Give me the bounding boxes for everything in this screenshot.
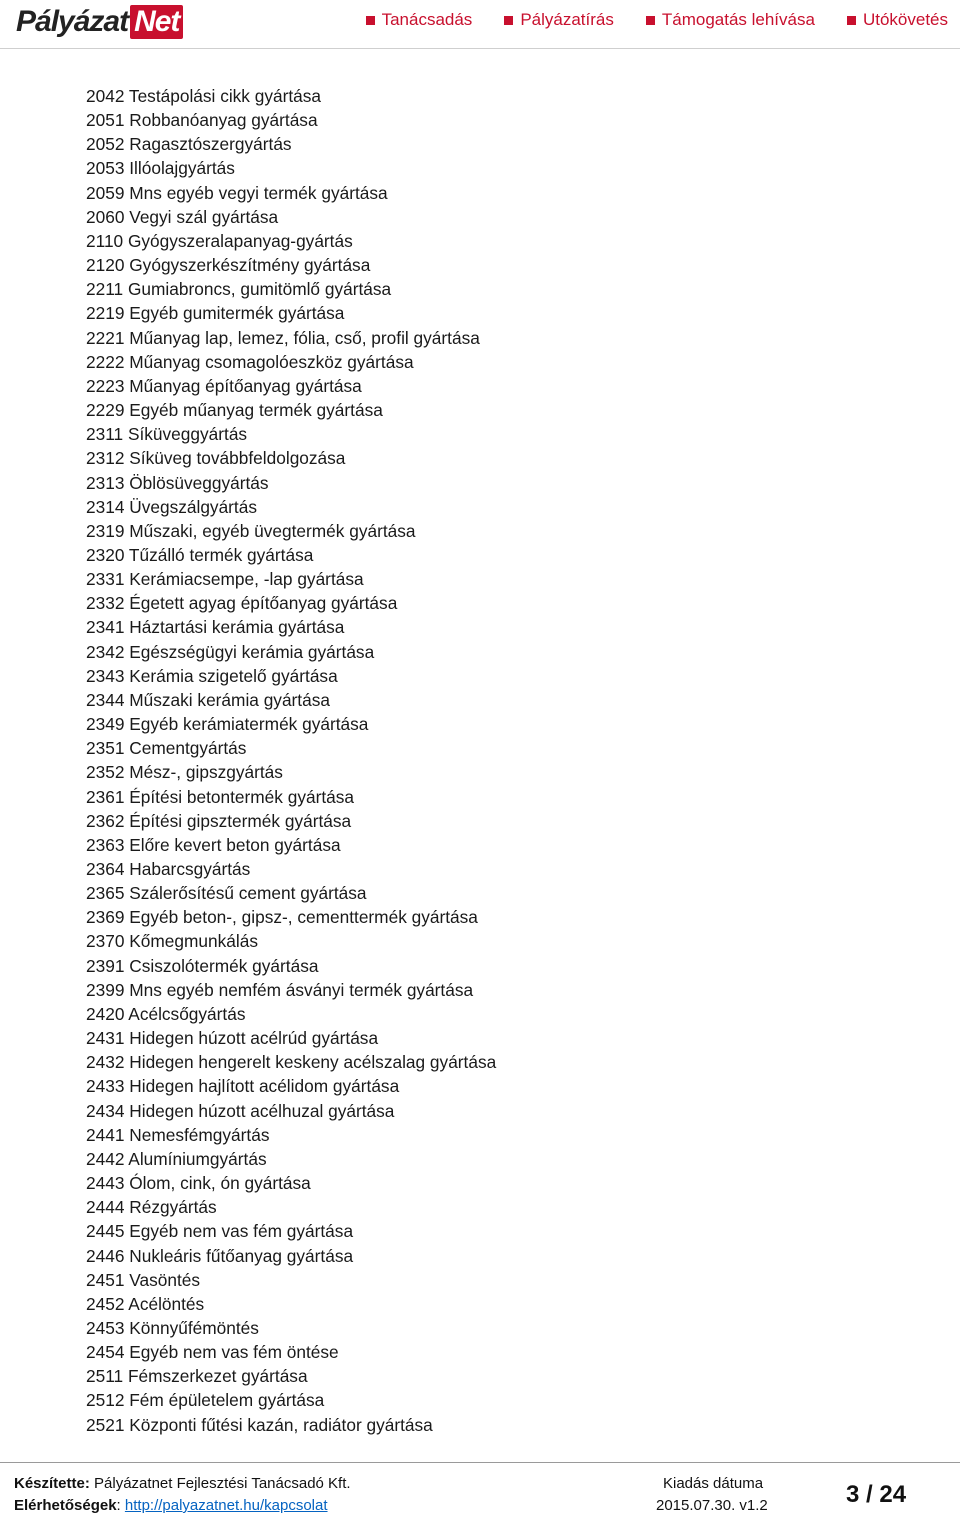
list-item: 2332 Égetett agyag építőanyag gyártása bbox=[86, 593, 398, 614]
list-item: 2319 Műszaki, egyéb üvegtermék gyártása bbox=[86, 520, 416, 541]
list-item: 2110 Gyógyszeralapanyag-gyártás bbox=[86, 230, 353, 251]
list-item: 2351 Cementgyártás bbox=[86, 738, 247, 759]
list-item: 2361 Építési betontermék gyártása bbox=[86, 786, 355, 807]
logo-text: Pályázat bbox=[16, 5, 129, 38]
list-item: 2451 Vasöntés bbox=[86, 1269, 201, 1290]
list-item: 2369 Egyéb beton-, gipsz-, cementtermék gyártása bbox=[86, 907, 478, 928]
nav-label: Tanácsadás bbox=[381, 10, 473, 29]
list-item: 2349 Egyéb kerámiatermék gyártása bbox=[86, 714, 369, 735]
list-item: 2433 Hidegen hajlított acélidom gyártása bbox=[86, 1076, 400, 1097]
nav-label: Támogatás lehívása bbox=[661, 10, 815, 29]
nav-item-utokovetes[interactable] bbox=[847, 10, 948, 30]
list-item: 2344 Műszaki kerámia gyártása bbox=[86, 689, 330, 710]
list-item: 2341 Háztartási kerámia gyártása bbox=[86, 617, 345, 638]
list-item: 2342 Egészségügyi kerámia gyártása bbox=[86, 641, 375, 662]
page-header bbox=[0, 0, 960, 49]
list-item: 2211 Gumiabroncs, gumitömlő gyártása bbox=[86, 279, 392, 300]
nav-item-tamogatas-lehivasa[interactable] bbox=[646, 10, 815, 30]
contact-link[interactable]: http://palyazatnet.hu/kapcsolat bbox=[124, 1497, 328, 1514]
list-item: 2434 Hidegen húzott acélhuzal gyártása bbox=[86, 1100, 395, 1121]
contact bbox=[14, 1497, 328, 1514]
list-item: 2343 Kerámia szigetelő gyártása bbox=[86, 665, 338, 686]
list-item: 2432 Hidegen hengerelt keskeny acélszalag gyártása bbox=[86, 1052, 497, 1073]
nav-label: Pályázatírás bbox=[520, 10, 614, 29]
made-by-label: Készítette: bbox=[14, 1475, 90, 1492]
list-item: 2331 Kerámiacsempe, -lap gyártása bbox=[86, 569, 364, 590]
list-item: 2446 Nukleáris fűtőanyag gyártása bbox=[86, 1245, 354, 1266]
list-item: 2431 Hidegen húzott acélrúd gyártása bbox=[86, 1028, 379, 1049]
list-item: 2060 Vegyi szál gyártása bbox=[86, 206, 279, 227]
list-item: 2420 Acélcsőgyártás bbox=[86, 1003, 246, 1024]
list-item: 2312 Síküveg továbbfeldolgozása bbox=[86, 448, 346, 469]
list-item: 2059 Mns egyéb vegyi termék gyártása bbox=[86, 182, 388, 203]
list-item: 2352 Mész-, gipszgyártás bbox=[86, 762, 283, 783]
square-bullet-icon bbox=[646, 16, 655, 25]
made-by bbox=[14, 1475, 351, 1492]
list-item: 2391 Csiszolótermék gyártása bbox=[86, 955, 319, 976]
square-bullet-icon bbox=[366, 16, 375, 25]
list-item: 2370 Kőmegmunkálás bbox=[86, 931, 258, 952]
list-item: 2053 Illóolajgyártás bbox=[86, 158, 235, 179]
list-item: 2320 Tűzálló termék gyártása bbox=[86, 544, 314, 565]
issue-label: Kiadás dátuma bbox=[663, 1475, 764, 1492]
top-nav bbox=[366, 10, 948, 30]
list-item: 2120 Gyógyszerkészítmény gyártása bbox=[86, 255, 371, 276]
list-item: 2052 Ragasztószergyártás bbox=[86, 134, 292, 155]
square-bullet-icon bbox=[847, 16, 856, 25]
contact-label: Elérhetőségek bbox=[14, 1497, 117, 1514]
activity-code-list bbox=[86, 84, 496, 1437]
list-item: 2443 Ólom, cink, ón gyártása bbox=[86, 1173, 311, 1194]
list-item: 2223 Műanyag építőanyag gyártása bbox=[86, 375, 362, 396]
nav-item-tanacsadas[interactable] bbox=[366, 10, 473, 30]
list-item: 2441 Nemesfémgyártás bbox=[86, 1124, 270, 1145]
list-item: 2444 Rézgyártás bbox=[86, 1197, 217, 1218]
list-item: 2051 Robbanóanyag gyártása bbox=[86, 110, 318, 131]
list-item: 2452 Acélöntés bbox=[86, 1293, 205, 1314]
issue-value: 2015.07.30. v1.2 bbox=[656, 1497, 768, 1514]
list-item: 2365 Szálerősítésű cement gyártása bbox=[86, 883, 367, 904]
nav-item-palyazatiras[interactable] bbox=[504, 10, 614, 30]
list-item: 2511 Fémszerkezet gyártása bbox=[86, 1366, 308, 1387]
contact-colon: : bbox=[116, 1497, 121, 1514]
list-item: 2445 Egyéb nem vas fém gyártása bbox=[86, 1221, 354, 1242]
nav-label: Utókövetés bbox=[862, 10, 948, 29]
logo-badge: Net bbox=[130, 5, 183, 39]
list-item: 2364 Habarcsgyártás bbox=[86, 859, 251, 879]
list-item: 2362 Építési gipsztermék gyártása bbox=[86, 810, 352, 831]
list-item: 2313 Öblösüveggyártás bbox=[86, 472, 269, 493]
list-item: 2399 Mns egyéb nemfém ásványi termék gyártása bbox=[86, 979, 474, 1000]
list-item: 2453 Könnyűfémöntés bbox=[86, 1317, 259, 1338]
list-item: 2314 Üvegszálgyártás bbox=[86, 496, 257, 517]
square-bullet-icon bbox=[504, 16, 513, 25]
list-item: 2454 Egyéb nem vas fém öntése bbox=[86, 1342, 339, 1363]
page-footer bbox=[0, 1462, 960, 1520]
list-item: 2442 Alumíniumgyártás bbox=[86, 1148, 267, 1169]
list-item: 2363 Előre kevert beton gyártása bbox=[86, 834, 341, 855]
list-item: 2221 Műanyag lap, lemez, fólia, cső, profil gyártása bbox=[86, 327, 480, 348]
list-item: 2219 Egyéb gumitermék gyártása bbox=[86, 303, 345, 324]
list-item: 2521 Központi fűtési kazán, radiátor gyártása bbox=[86, 1414, 433, 1435]
list-item: 2311 Síküveggyártás bbox=[86, 424, 248, 445]
list-item: 2229 Egyéb műanyag termék gyártása bbox=[86, 400, 383, 421]
list-item: 2042 Testápolási cikk gyártása bbox=[86, 86, 322, 106]
brand-logo[interactable] bbox=[16, 2, 183, 42]
list-item: 2222 Műanyag csomagolóeszköz gyártása bbox=[86, 351, 414, 372]
page-number: 3 / 24 bbox=[846, 1481, 907, 1508]
list-item: 2512 Fém épületelem gyártása bbox=[86, 1390, 325, 1411]
made-by-value: Pályázatnet Fejlesztési Tanácsadó Kft. bbox=[94, 1475, 351, 1492]
